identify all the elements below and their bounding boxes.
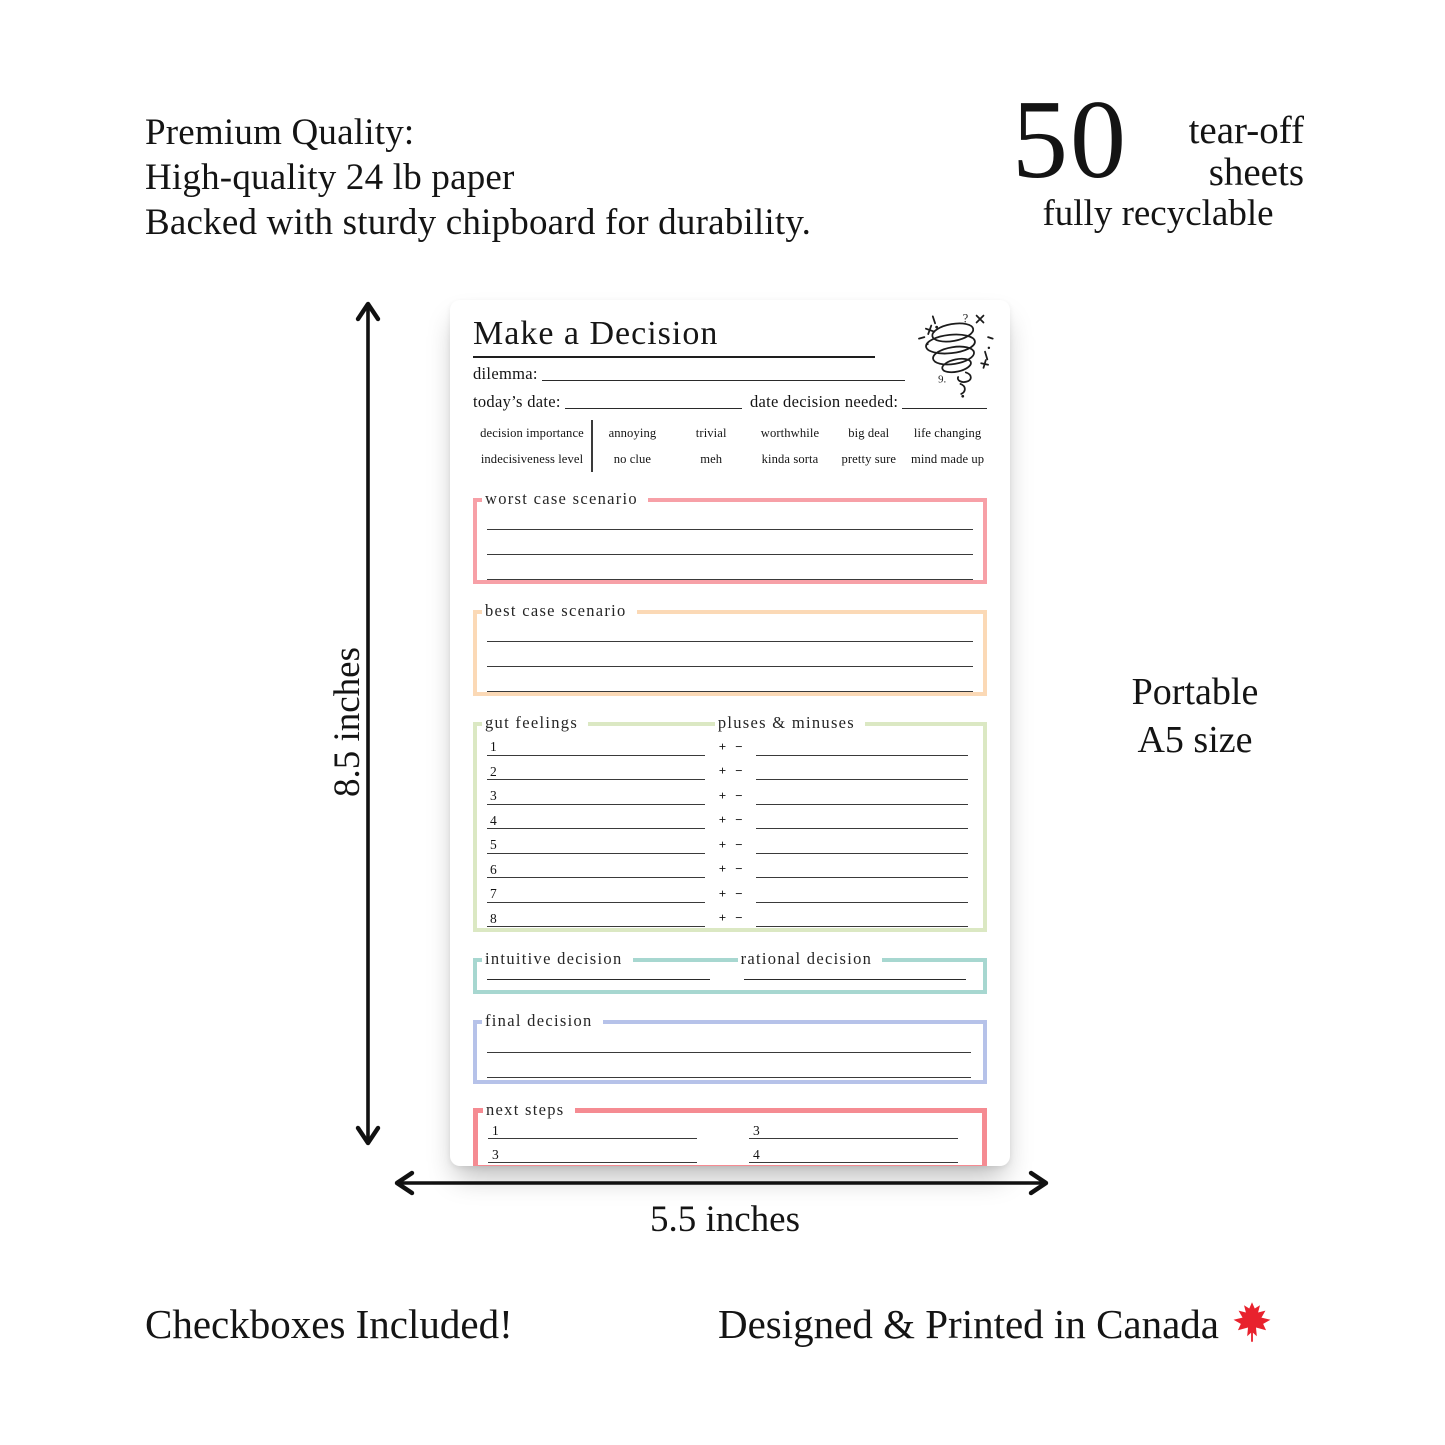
width-dimension-label: 5.5 inches [649, 1199, 801, 1240]
write-line [487, 667, 973, 692]
worst-case-label: worst case scenario [482, 489, 648, 509]
worst-case-section [473, 489, 987, 584]
pm-row: + − [719, 780, 971, 805]
svg-text:?: ? [962, 311, 969, 326]
next-step-row: 1 [488, 1115, 697, 1139]
scale-option: annoying [608, 425, 657, 440]
next-steps-section [473, 1100, 987, 1166]
scale-option: pretty sure [841, 451, 897, 466]
pluses-minuses-label: pluses & minuses [715, 713, 865, 733]
scale-option: life changing [913, 425, 982, 440]
scale-option: meh [700, 451, 723, 466]
pluses-minuses-list [719, 731, 971, 927]
rational-write-line [744, 979, 967, 980]
scale-options-row [593, 426, 987, 441]
dilemma-label: dilemma: [473, 363, 538, 383]
size-note-line: Portable [1131, 671, 1259, 713]
scale-option: no clue [613, 451, 652, 466]
title-underline [473, 356, 875, 358]
gut-row: 5 [487, 829, 705, 854]
intuitive-rational-section [473, 949, 987, 994]
rational-decision-label: rational decision [738, 949, 883, 969]
made-in-canada-note [718, 1300, 1273, 1348]
made-in-canada-text: Designed & Printed in Canada [718, 1301, 1220, 1347]
width-arrow [393, 1169, 1050, 1197]
intuitive-decision-label: intuitive decision [482, 949, 633, 969]
size-note-line: A5 size [1137, 719, 1253, 761]
scale-option: kinda sorta [761, 451, 819, 466]
notepad-sheet [450, 300, 1010, 1166]
best-case-section [473, 601, 987, 696]
scale-row-label: decision importance [480, 425, 584, 440]
next-step-row: 3 [749, 1115, 958, 1139]
pm-row: + − [719, 805, 971, 830]
sheet-count-label: tear-off [1188, 109, 1304, 152]
tornado-doodle-icon [909, 308, 995, 400]
final-decision-section [473, 1011, 987, 1084]
gut-row: 7 [487, 878, 705, 903]
write-line [487, 1053, 971, 1078]
premium-line: Backed with sturdy chipboard for durability. [145, 202, 812, 243]
sheet-count-number: 50 [1012, 78, 1128, 202]
next-step-row: 4 [749, 1139, 958, 1163]
notepad-title: Make a Decision [473, 315, 719, 352]
scale-row-labels [473, 420, 593, 472]
next-step-row: 3 [488, 1139, 697, 1163]
rating-scale-table [473, 420, 987, 472]
gut-row: 2 [487, 756, 705, 781]
height-dimension-label: 8.5 inches [327, 646, 368, 798]
best-case-label: best case scenario [482, 601, 637, 621]
scale-options-row [593, 452, 987, 467]
pm-row: + − [719, 756, 971, 781]
final-decision-label: final decision [482, 1011, 603, 1031]
pm-row: + − [719, 829, 971, 854]
write-line [487, 555, 973, 580]
checkboxes-note: Checkboxes Included! [145, 1301, 513, 1347]
scale-option: mind made up [910, 451, 985, 466]
pm-row: + − [719, 854, 971, 879]
next-steps-label: next steps [483, 1100, 575, 1120]
date-needed-write-line [902, 408, 987, 409]
svg-text:9.: 9. [938, 373, 947, 386]
gut-row: 4 [487, 805, 705, 830]
premium-quality-text [145, 110, 811, 245]
dilemma-write-line [542, 380, 905, 381]
premium-line: High-quality 24 lb paper [145, 157, 515, 198]
maple-leaf-icon [1231, 1301, 1273, 1343]
gut-row: 3 [487, 780, 705, 805]
gut-row: 8 [487, 903, 705, 928]
gut-row: 6 [487, 854, 705, 879]
write-line [487, 642, 973, 667]
intuitive-write-line [487, 979, 710, 980]
size-note [1075, 668, 1315, 764]
sheet-count-block [1012, 78, 1304, 234]
todays-date-label: today’s date: [473, 391, 561, 411]
scale-option: trivial [695, 425, 727, 440]
pm-row: + − [719, 903, 971, 928]
pm-row: + − [719, 731, 971, 756]
write-line [487, 1028, 971, 1053]
premium-line: Premium Quality: [145, 112, 415, 153]
date-needed-label: date decision needed: [749, 391, 899, 411]
pm-row: + − [719, 878, 971, 903]
sheet-count-label: sheets [1208, 151, 1304, 194]
gut-feelings-label: gut feelings [482, 713, 588, 733]
todays-date-write-line [565, 408, 742, 409]
recyclable-text: fully recyclable [1042, 193, 1274, 234]
write-line [487, 530, 973, 555]
gut-feelings-section [473, 713, 987, 932]
gut-feelings-list [487, 731, 705, 927]
scale-option: big deal [848, 425, 890, 440]
scale-row-label: indecisiveness level [480, 451, 584, 466]
gut-row: 1 [487, 731, 705, 756]
scale-option: worthwhile [760, 425, 820, 440]
